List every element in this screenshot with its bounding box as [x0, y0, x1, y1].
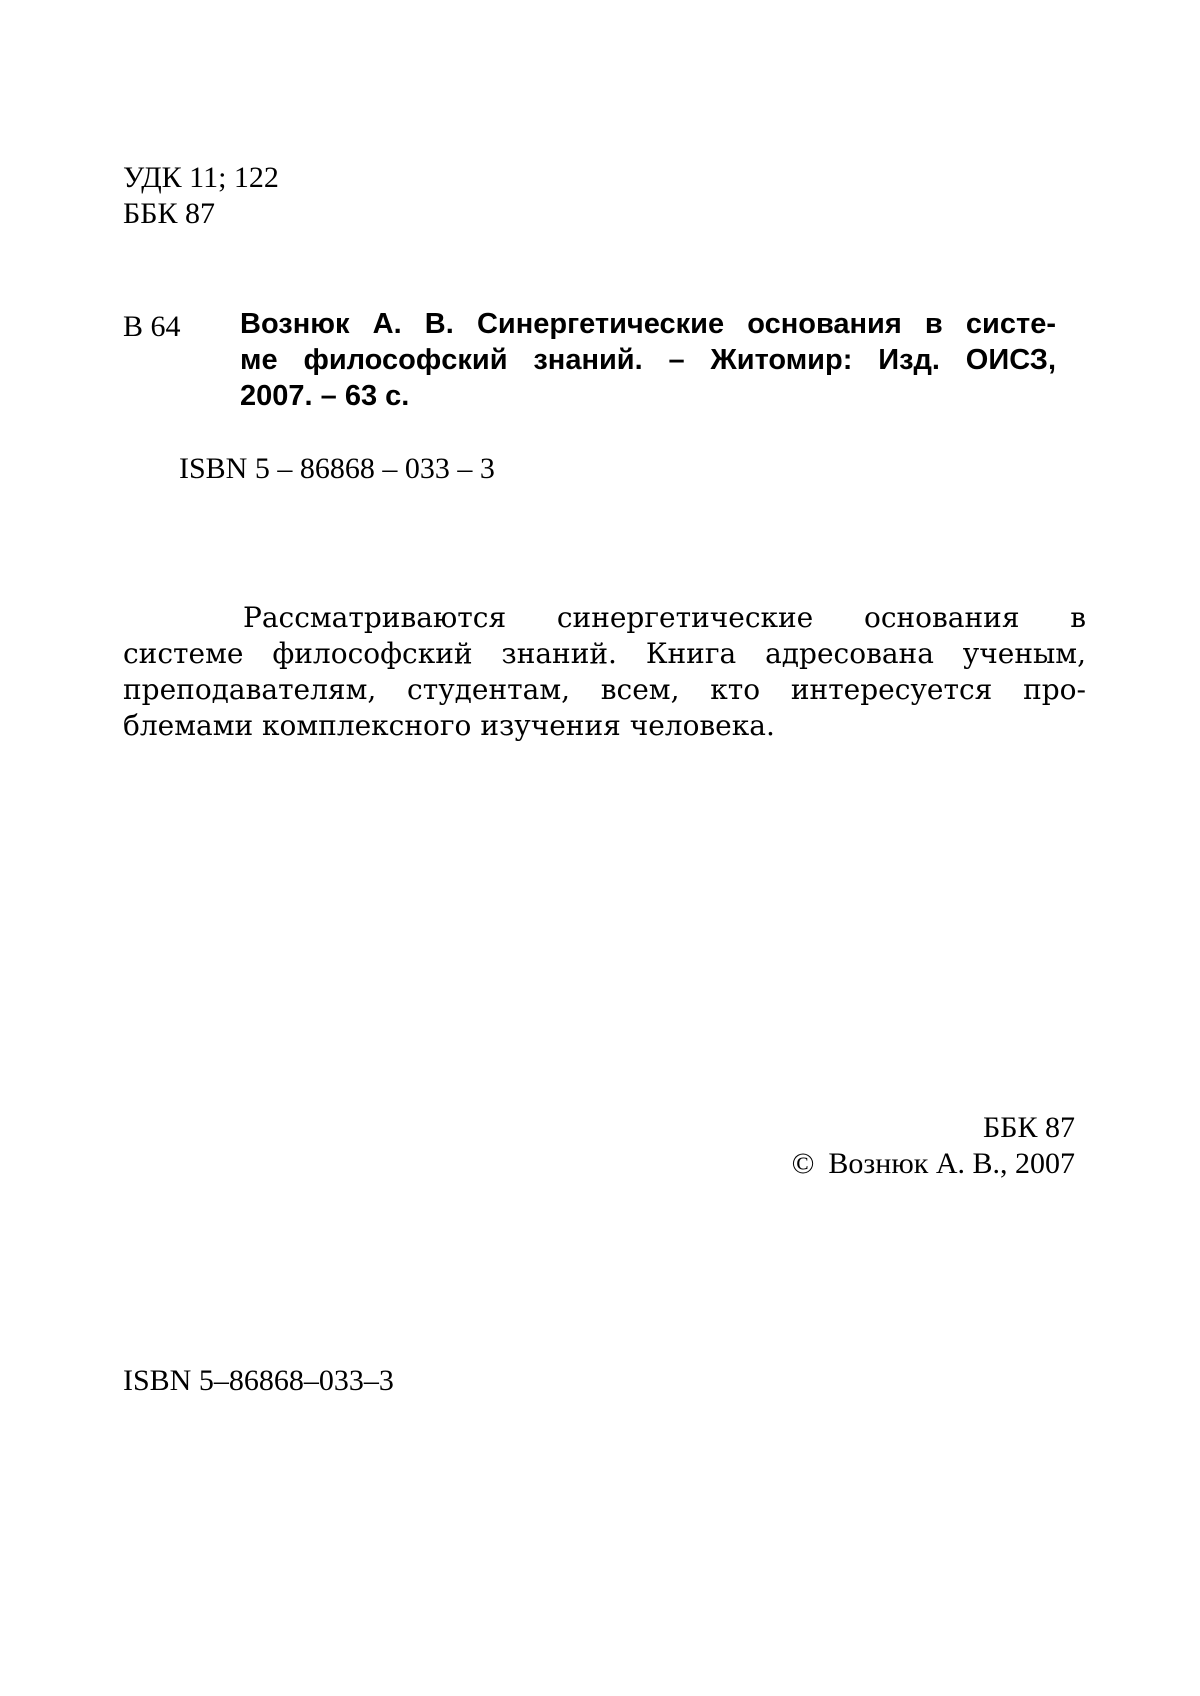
udk-code: УДК 11; 122: [123, 161, 279, 194]
classification-block: [123, 160, 279, 232]
annotation-line-3: преподавателям, студентам, всем, кто интересуется про-: [123, 673, 1086, 706]
catalog-code: В 64: [123, 310, 181, 343]
annotation-line-1: Рассматриваются синергетические основания в: [243, 601, 1086, 634]
annotation-line-4: блемами комплексного изучения человека.: [123, 709, 775, 742]
bibliographic-line-1: Вознюк А. В. Синергетические основания в систе-: [240, 308, 1056, 340]
copyright-holder: Вознюк А. В., 2007: [828, 1147, 1075, 1180]
annotation-line-2: системе философский знаний. Книга адресована ученым,: [123, 637, 1086, 670]
bibliographic-entry: [240, 306, 1056, 414]
isbn-compact: ISBN 5–86868–033–3: [123, 1364, 394, 1397]
bibliographic-line-3: 2007. – 63 с.: [240, 380, 410, 412]
isbn-spaced: ISBN 5 – 86868 – 033 – 3: [179, 452, 495, 485]
bbk-repeat: ББК 87: [983, 1111, 1075, 1144]
copyright-symbol: ©: [791, 1147, 815, 1180]
bibliographic-line-2: ме философский знаний. – Житомир: Изд. ОИСЗ,: [240, 344, 1056, 376]
bbk-code: ББК 87: [123, 197, 215, 230]
copyright-line: [792, 1146, 1075, 1182]
copyright-block: [792, 1110, 1075, 1182]
annotation-paragraph: [123, 600, 1086, 744]
